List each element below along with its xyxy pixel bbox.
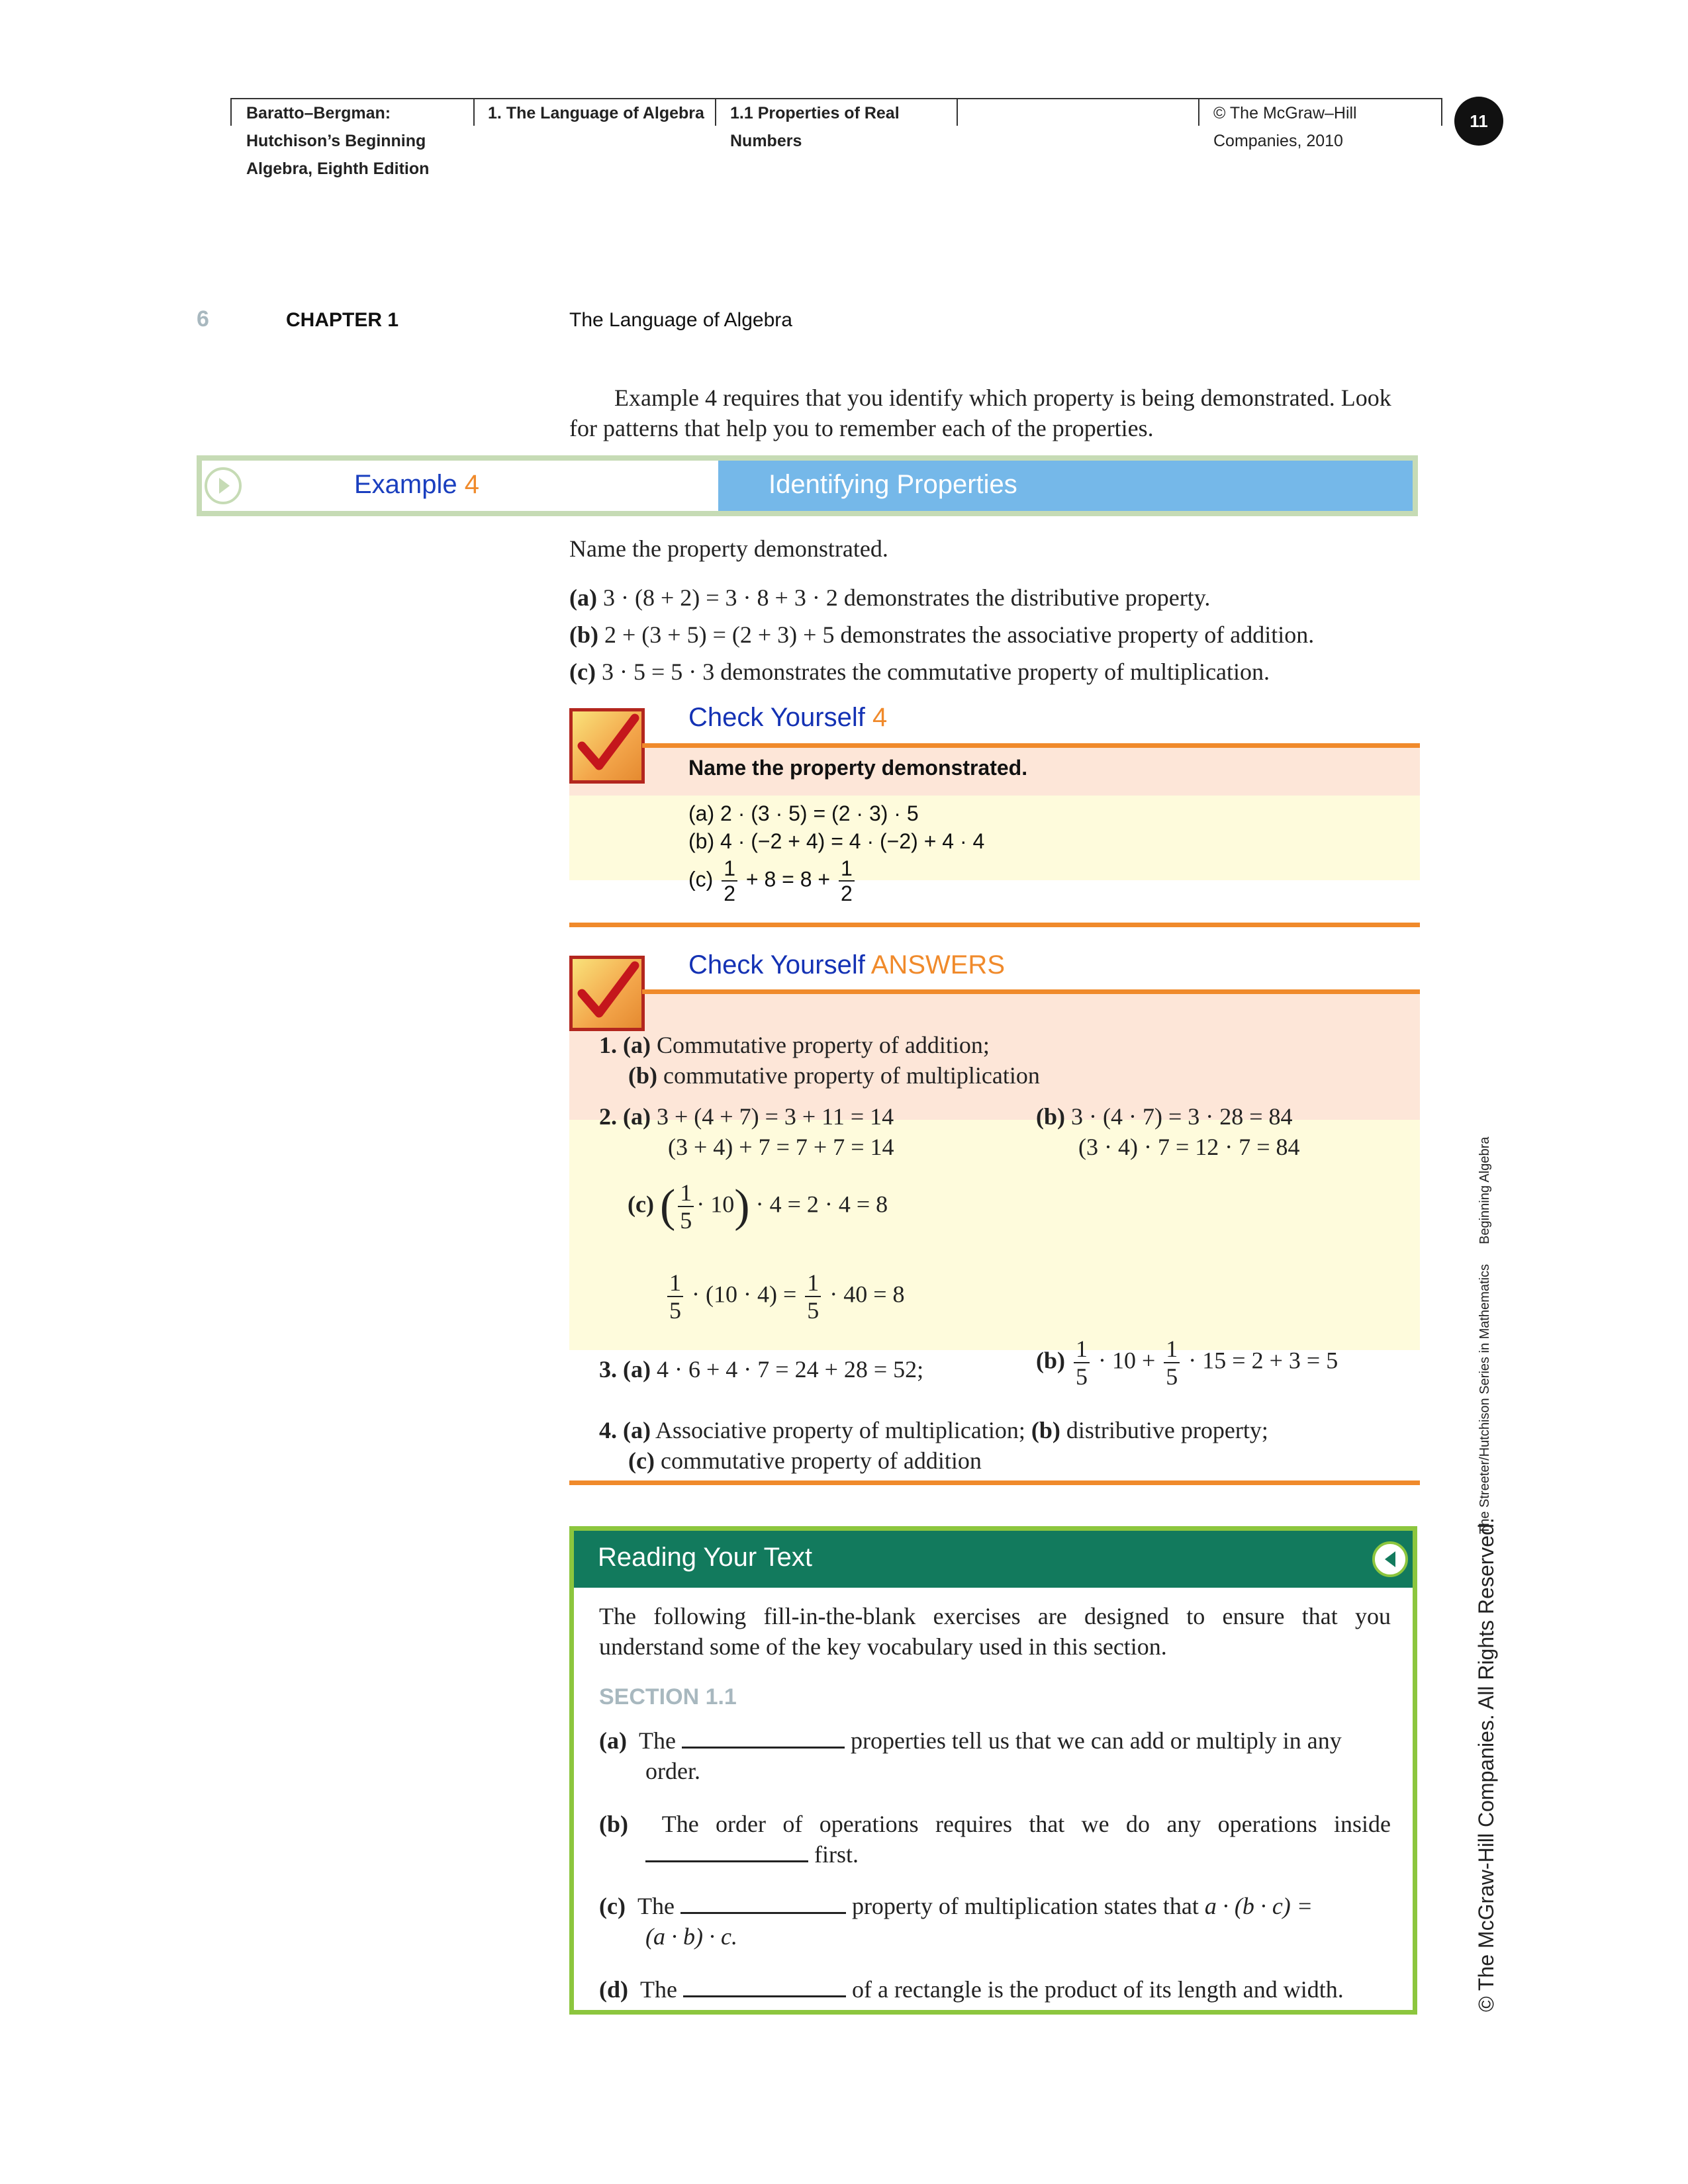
header-copyright: [1213, 99, 1357, 155]
item-label: (b): [1036, 1347, 1065, 1374]
denominator: 2: [841, 882, 853, 905]
check-items: [688, 799, 984, 904]
item-label: (a): [623, 1356, 651, 1383]
item-text: The: [637, 1893, 675, 1919]
denominator: 5: [1166, 1363, 1178, 1390]
item-text: 2 + (3 + 5) = (2 + 3) + 5 demonstrates the associative property of addition.: [604, 621, 1315, 648]
item-text: · (10 · 4) =: [692, 1281, 797, 1308]
item-text: Commutative property of addition;: [656, 1032, 990, 1058]
checkmark-icon: [569, 708, 645, 784]
item-text: · 10: [696, 1191, 735, 1218]
item-text: · 4 = 2 · 4 = 8: [755, 1191, 888, 1218]
check-item-a: [688, 799, 984, 827]
item-label: (a): [623, 1103, 651, 1130]
item-label: (b): [569, 621, 598, 648]
item-text: (3 + 4) + 7 = 7 + 7 = 14: [668, 1134, 894, 1160]
example-item: [569, 657, 1420, 687]
item-text: order.: [645, 1758, 700, 1784]
item-label: (c): [628, 1447, 655, 1474]
item-label: (b): [688, 829, 715, 853]
item-label: (a): [623, 1032, 651, 1058]
answer-number: 4.: [599, 1417, 617, 1443]
numerator: 1: [667, 1271, 683, 1297]
answer-3a: [599, 1354, 923, 1385]
intro-line: The following fill-in-the-blank exercises are designed to ensure that you: [599, 1603, 1391, 1629]
numerator: 1: [805, 1271, 821, 1297]
answer-2c: [628, 1181, 888, 1232]
check-yourself-title: [688, 703, 887, 733]
answers-title-suffix: ANSWERS: [870, 950, 1005, 979]
blank-field[interactable]: [645, 1843, 808, 1862]
header-line: © The McGraw–Hill: [1213, 104, 1357, 122]
close-paren-icon: ): [734, 1181, 750, 1232]
blank-field[interactable]: [680, 1895, 846, 1914]
side-book: Beginning Algebra: [1477, 1136, 1492, 1244]
header-divider: [1198, 98, 1199, 126]
side-copyright: © The McGraw-Hill Companies. All Rights Reserved.: [1474, 1518, 1498, 2012]
denominator: 5: [1076, 1363, 1088, 1390]
answers-title: [688, 950, 1005, 980]
header-line: Numbers: [730, 132, 802, 150]
answer-number: 1.: [599, 1032, 617, 1058]
header-divider: [1441, 98, 1442, 126]
numerator: 1: [1164, 1337, 1180, 1363]
answers-rule: [642, 989, 1420, 994]
side-series: The Streeter/Hutchison Series in Mathematics: [1477, 1264, 1492, 1534]
item-text: 3 + (4 + 7) = 3 + 11 = 14: [656, 1103, 894, 1130]
item-text: distributive property;: [1066, 1417, 1268, 1443]
item-text: The: [640, 1976, 677, 2003]
checkmark-icon: [569, 956, 645, 1031]
header-line: 1.1 Properties of Real: [730, 104, 900, 122]
section-label: SECTION 1.1: [599, 1684, 737, 1709]
answers-bottom-rule: [569, 1480, 1420, 1485]
item-text: commutative property of addition: [660, 1447, 982, 1474]
item-text: · 10 +: [1098, 1347, 1156, 1374]
item-text: Associative property of multiplication;: [655, 1417, 1025, 1443]
check-title-number: 4: [872, 703, 888, 732]
item-label: (a): [623, 1417, 651, 1443]
item-text: · 40 = 8: [829, 1281, 905, 1308]
intro-line: for patterns that help you to remember each of the properties.: [569, 415, 1154, 441]
example-label: [354, 470, 479, 500]
page-badge: 11: [1454, 97, 1503, 146]
answer-number: 2.: [599, 1103, 617, 1130]
header-divider: [230, 98, 232, 126]
example-banner: [197, 455, 1418, 516]
item-text: 4 · (−2 + 4) = 4 · (−2) + 4 · 4: [720, 829, 985, 853]
intro-paragraph: [569, 383, 1420, 443]
formula: a · (b · c) =: [1204, 1893, 1313, 1919]
check-rule: [642, 743, 1420, 748]
denominator: 5: [680, 1207, 692, 1234]
item-label: (c): [688, 867, 714, 891]
example-item: [569, 582, 1420, 613]
answer-2a: [599, 1101, 894, 1162]
fraction: [678, 1181, 694, 1232]
header-divider: [473, 98, 475, 126]
answer-3b: [1036, 1337, 1338, 1388]
formula: (a · b) · c.: [645, 1923, 737, 1950]
fraction: [1074, 1337, 1090, 1388]
play-arrow-icon: [219, 478, 230, 494]
item-label: (b): [599, 1811, 628, 1837]
item-text: first.: [814, 1841, 859, 1868]
answer-1: [599, 1030, 1040, 1091]
item-label: (a): [688, 801, 715, 825]
play-icon[interactable]: [205, 467, 242, 504]
check-prompt: Name the property demonstrated.: [688, 756, 1028, 780]
numerator: 1: [722, 858, 737, 882]
header-line: Algebra, Eighth Edition: [246, 159, 430, 178]
check-mark-svg: [573, 711, 641, 780]
header-section: [730, 99, 900, 155]
check-item-b: [688, 827, 984, 855]
item-text: · 15 = 2 + 3 = 5: [1188, 1347, 1338, 1374]
item-text: property of multiplication states that: [851, 1893, 1199, 1919]
header-line: Hutchison’s Beginning: [246, 132, 426, 150]
item-label: (b): [628, 1062, 657, 1089]
reading-your-text-box: [569, 1526, 1417, 2015]
denominator: 5: [669, 1297, 681, 1324]
header-book-info: [246, 99, 429, 183]
item-text: commutative property of multiplication: [663, 1062, 1040, 1089]
header-line: Baratto–Bergman:: [246, 104, 391, 122]
item-text: The order of operations requires that we do any operations inside: [661, 1811, 1391, 1837]
answer-number: 3.: [599, 1356, 617, 1383]
item-label: (c): [628, 1191, 654, 1218]
answers-title-text: Check Yourself: [688, 950, 865, 979]
fraction: [1164, 1337, 1180, 1388]
item-label: (b): [1036, 1103, 1065, 1130]
answer-2c-line2: [665, 1271, 905, 1322]
fraction: [667, 1271, 683, 1322]
item-label: (b): [1031, 1417, 1060, 1443]
reading-item-b: [599, 1809, 1391, 1870]
example-number: 4: [464, 470, 479, 499]
numerator: 1: [678, 1181, 694, 1207]
numerator: 1: [839, 858, 855, 882]
item-text: + 8 = 8 +: [745, 867, 831, 891]
reading-item-d: [599, 1974, 1391, 2005]
blank-field[interactable]: [682, 1729, 845, 1749]
fraction: [839, 858, 855, 904]
reading-item-c: [599, 1891, 1391, 1952]
reading-intro: [599, 1601, 1391, 1662]
check-mark-svg: [573, 959, 641, 1028]
item-label: (c): [599, 1893, 626, 1919]
header-divider: [957, 98, 958, 126]
back-arrow-icon: [1385, 1551, 1395, 1567]
item-text: (3 · 4) · 7 = 12 · 7 = 84: [1078, 1134, 1300, 1160]
denominator: 5: [807, 1297, 820, 1324]
item-label: (d): [599, 1976, 628, 2003]
answer-2b: [1036, 1101, 1300, 1162]
page-number: 6: [197, 306, 209, 332]
answer-4: [599, 1415, 1268, 1476]
header-divider: [715, 98, 716, 126]
example-word: Example: [354, 470, 457, 499]
item-text: of a rectangle is the product of its length and width.: [851, 1976, 1344, 2003]
item-label: (a): [599, 1727, 627, 1754]
blank-field[interactable]: [683, 1978, 846, 1997]
item-text: 3 · 5 = 5 · 3 demonstrates the commutative property of multiplication.: [601, 659, 1270, 685]
intro-line: understand some of the key vocabulary used in this section.: [599, 1633, 1167, 1660]
header-chapter: 1. The Language of Algebra: [488, 104, 704, 122]
item-text: 3 · (8 + 2) = 3 · 8 + 3 · 2 demonstrates the distributive property.: [602, 584, 1211, 611]
reading-item-a: [599, 1725, 1391, 1786]
back-icon[interactable]: [1372, 1541, 1408, 1577]
fraction: [805, 1271, 821, 1322]
check-title-text: Check Yourself: [688, 703, 865, 732]
header-line: Companies, 2010: [1213, 132, 1343, 150]
numerator: 1: [1074, 1337, 1090, 1363]
chapter-title: The Language of Algebra: [569, 309, 792, 331]
reading-title: Reading Your Text: [598, 1543, 812, 1572]
item-text: 3 · (4 · 7) = 3 · 28 = 84: [1071, 1103, 1293, 1130]
check-bottom-rule: [569, 923, 1420, 927]
fraction: [722, 858, 737, 904]
item-text: 2 · (3 · 5) = (2 · 3) · 5: [720, 801, 919, 825]
open-paren-icon: (: [659, 1181, 676, 1232]
example-prompt: Name the property demonstrated.: [569, 535, 888, 562]
example-title: Identifying Properties: [769, 470, 1017, 499]
item-label: (a): [569, 584, 597, 611]
denominator: 2: [724, 882, 735, 905]
example-item: [569, 619, 1420, 650]
intro-line: Example 4 requires that you identify which property is being demonstrated. Look: [614, 385, 1391, 411]
check-item-c: [688, 858, 984, 904]
reading-header: [574, 1531, 1413, 1588]
item-text: 4 · 6 + 4 · 7 = 24 + 28 = 52;: [656, 1356, 924, 1383]
example-items: [569, 582, 1420, 687]
item-text: The: [638, 1727, 676, 1754]
item-text: properties tell us that we can add or multiply in any: [850, 1727, 1342, 1754]
item-label: (c): [569, 659, 596, 685]
example-title-bar: [718, 461, 1413, 511]
chapter-label: CHAPTER 1: [286, 309, 399, 331]
